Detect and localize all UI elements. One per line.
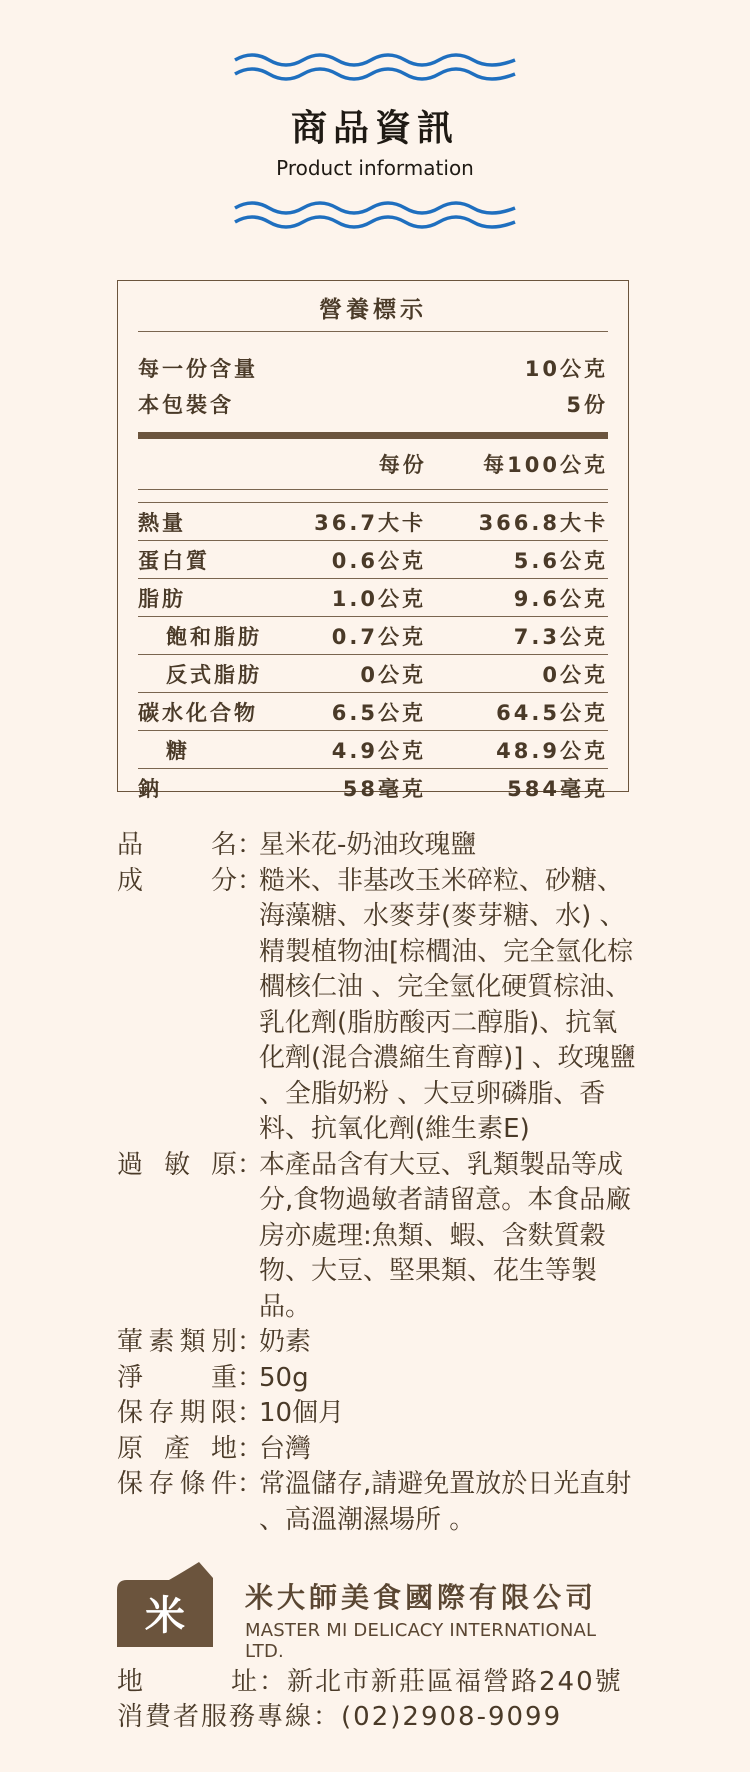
serving-size-row xyxy=(138,350,608,386)
origin-label: 原產地 xyxy=(117,1433,237,1464)
nutrient-per-100g: 64.5公克 xyxy=(496,700,608,725)
nutrient-name: 蛋白質 xyxy=(138,548,210,573)
section-subtitle: Product information xyxy=(276,156,474,180)
serving-size-value: 10公克 xyxy=(524,357,608,381)
servings-value: 5份 xyxy=(566,393,608,417)
hotline-label: 消費者服務專線 xyxy=(117,1702,314,1732)
servings-per-package-row xyxy=(138,386,608,422)
nutrient-per-100g: 7.3公克 xyxy=(513,624,608,649)
nutrient-row-carbohydrate xyxy=(138,693,608,731)
hotline-value[interactable]: (02)2908-9099 xyxy=(341,1702,563,1732)
address-row xyxy=(117,1665,623,1700)
colon: ： xyxy=(237,1362,264,1393)
serving-size-label: 每一份含量 xyxy=(138,357,258,381)
nutrient-per-100g: 584毫克 xyxy=(507,776,608,801)
column-header-row xyxy=(138,439,608,490)
product-info-header xyxy=(0,50,750,238)
company-name-zh: 米大師美食國際有限公司 xyxy=(245,1581,598,1614)
net-weight-value: 50g xyxy=(259,1362,309,1393)
nutrient-row-protein xyxy=(138,541,608,579)
servings-label: 本包裝含 xyxy=(138,393,234,417)
allergen-label: 過敏原 xyxy=(117,1149,237,1180)
colon: ： xyxy=(237,830,264,860)
colon: ： xyxy=(259,1667,288,1697)
colon: ： xyxy=(237,1327,264,1357)
shelf-life-value: 10個月 xyxy=(259,1398,345,1428)
company-block xyxy=(117,1562,637,1662)
top-wave-decoration xyxy=(233,50,517,90)
vegetarian-type-row xyxy=(117,1325,637,1361)
ingredients-label: 成分 xyxy=(117,865,237,896)
hotline-row xyxy=(117,1700,623,1735)
nutrient-row-energy xyxy=(138,502,608,541)
origin-row xyxy=(117,1432,637,1468)
nutrient-per-100g: 48.9公克 xyxy=(496,738,608,763)
per-serving-header: 每份 xyxy=(378,453,427,477)
nutrient-row-sugar xyxy=(138,731,608,769)
bottom-wave-decoration xyxy=(233,198,517,238)
per-100g-header: 每100公克 xyxy=(483,453,608,477)
nutrient-per-100g: 366.8大卡 xyxy=(478,510,608,535)
company-name-en: MASTER MI DELICACY INTERNATIONAL LTD. xyxy=(245,1620,597,1662)
colon: ： xyxy=(237,1433,264,1464)
logo-character: 米 xyxy=(145,1593,185,1639)
nutrient-name: 熱量 xyxy=(138,510,186,535)
contact-block xyxy=(117,1665,623,1735)
nutrient-per-serving: 6.5公克 xyxy=(331,700,426,725)
shelf-life-row xyxy=(117,1396,637,1432)
nutrient-per-100g: 5.6公克 xyxy=(513,548,608,573)
nutrient-name: 脂肪 xyxy=(138,586,186,611)
storage-row xyxy=(117,1467,637,1538)
nutrient-per-serving: 36.7大卡 xyxy=(314,510,426,535)
thick-divider xyxy=(138,432,608,439)
address-value: 新北市新莊區福營路240號 xyxy=(287,1667,623,1697)
nutrient-per-serving: 0.6公克 xyxy=(331,548,426,573)
nutrient-per-serving: 0公克 xyxy=(360,662,426,687)
colon: ： xyxy=(237,865,264,896)
nutrient-per-100g: 9.6公克 xyxy=(513,586,608,611)
colon: ： xyxy=(237,1469,264,1499)
ingredients-value: 糙米、非基改玉米碎粒、砂糖、海藻糖、水麥芽(麥芽糖、水) 、精製植物油[棕櫚油、完全氫化棕櫚核仁油 、完全氫化硬質棕油、乳化劑(脂肪酸丙二醇脂)、抗氧化劑(混合濃縮生育醇)] 、玫瑰鹽 、全脂奶粉 、大豆卵磷脂、香料、抗氧化劑(維生素E) xyxy=(259,865,636,1144)
nutrient-per-serving: 58毫克 xyxy=(342,776,426,801)
nutrition-facts-table xyxy=(117,280,629,801)
nutrient-name: 鈉 xyxy=(138,776,162,801)
storage-value: 常溫儲存,請避免置放於日光直射 、高溫潮濕場所 。 xyxy=(259,1469,632,1535)
net-weight-row xyxy=(117,1361,637,1397)
allergen-row xyxy=(117,1148,637,1326)
nutrition-title: 營養標示 xyxy=(138,281,608,332)
product-name-row xyxy=(117,828,637,864)
colon: ： xyxy=(237,1149,264,1180)
net-weight-label: 淨重 xyxy=(117,1362,237,1393)
product-name-label: 品名 xyxy=(117,830,237,860)
colon: ： xyxy=(237,1398,264,1428)
nutrient-per-serving: 1.0公克 xyxy=(331,586,426,611)
nutrient-row-trans-fat xyxy=(138,655,608,693)
section-title: 商品資訊 xyxy=(290,107,459,149)
nutrient-row-fat xyxy=(138,579,608,617)
storage-label: 保存條件 xyxy=(117,1469,237,1499)
nutrient-name: 碳水化合物 xyxy=(138,700,258,725)
address-label: 地址 xyxy=(117,1667,259,1697)
nutrient-name: 反式脂肪 xyxy=(166,662,262,687)
nutrient-row-saturated-fat xyxy=(138,617,608,655)
nutrient-per-serving: 0.7公克 xyxy=(331,624,426,649)
vegetarian-type-value: 奶素 xyxy=(259,1327,312,1357)
ingredients-row xyxy=(117,864,637,1148)
vegetarian-type-label: 葷素類別 xyxy=(117,1327,237,1357)
nutrient-name: 飽和脂肪 xyxy=(166,624,262,649)
colon: ： xyxy=(313,1702,342,1732)
product-details xyxy=(117,828,637,1538)
allergen-value: 本產品含有大豆、乳類製品等成分,食物過敏者請留意。本食品廠房亦處理:魚類、蝦、含麩質穀物、大豆、堅果類、花生等製品。 xyxy=(259,1149,632,1322)
nutrient-per-100g: 0公克 xyxy=(542,662,608,687)
nutrient-per-serving: 4.9公克 xyxy=(331,738,426,763)
product-name-value: 星米花-奶油玫瑰鹽 xyxy=(259,830,477,860)
nutrient-name: 糖 xyxy=(166,738,190,763)
nutrient-row-sodium xyxy=(138,769,608,806)
shelf-life-label: 保存期限 xyxy=(117,1398,237,1428)
origin-value: 台灣 xyxy=(259,1433,312,1464)
